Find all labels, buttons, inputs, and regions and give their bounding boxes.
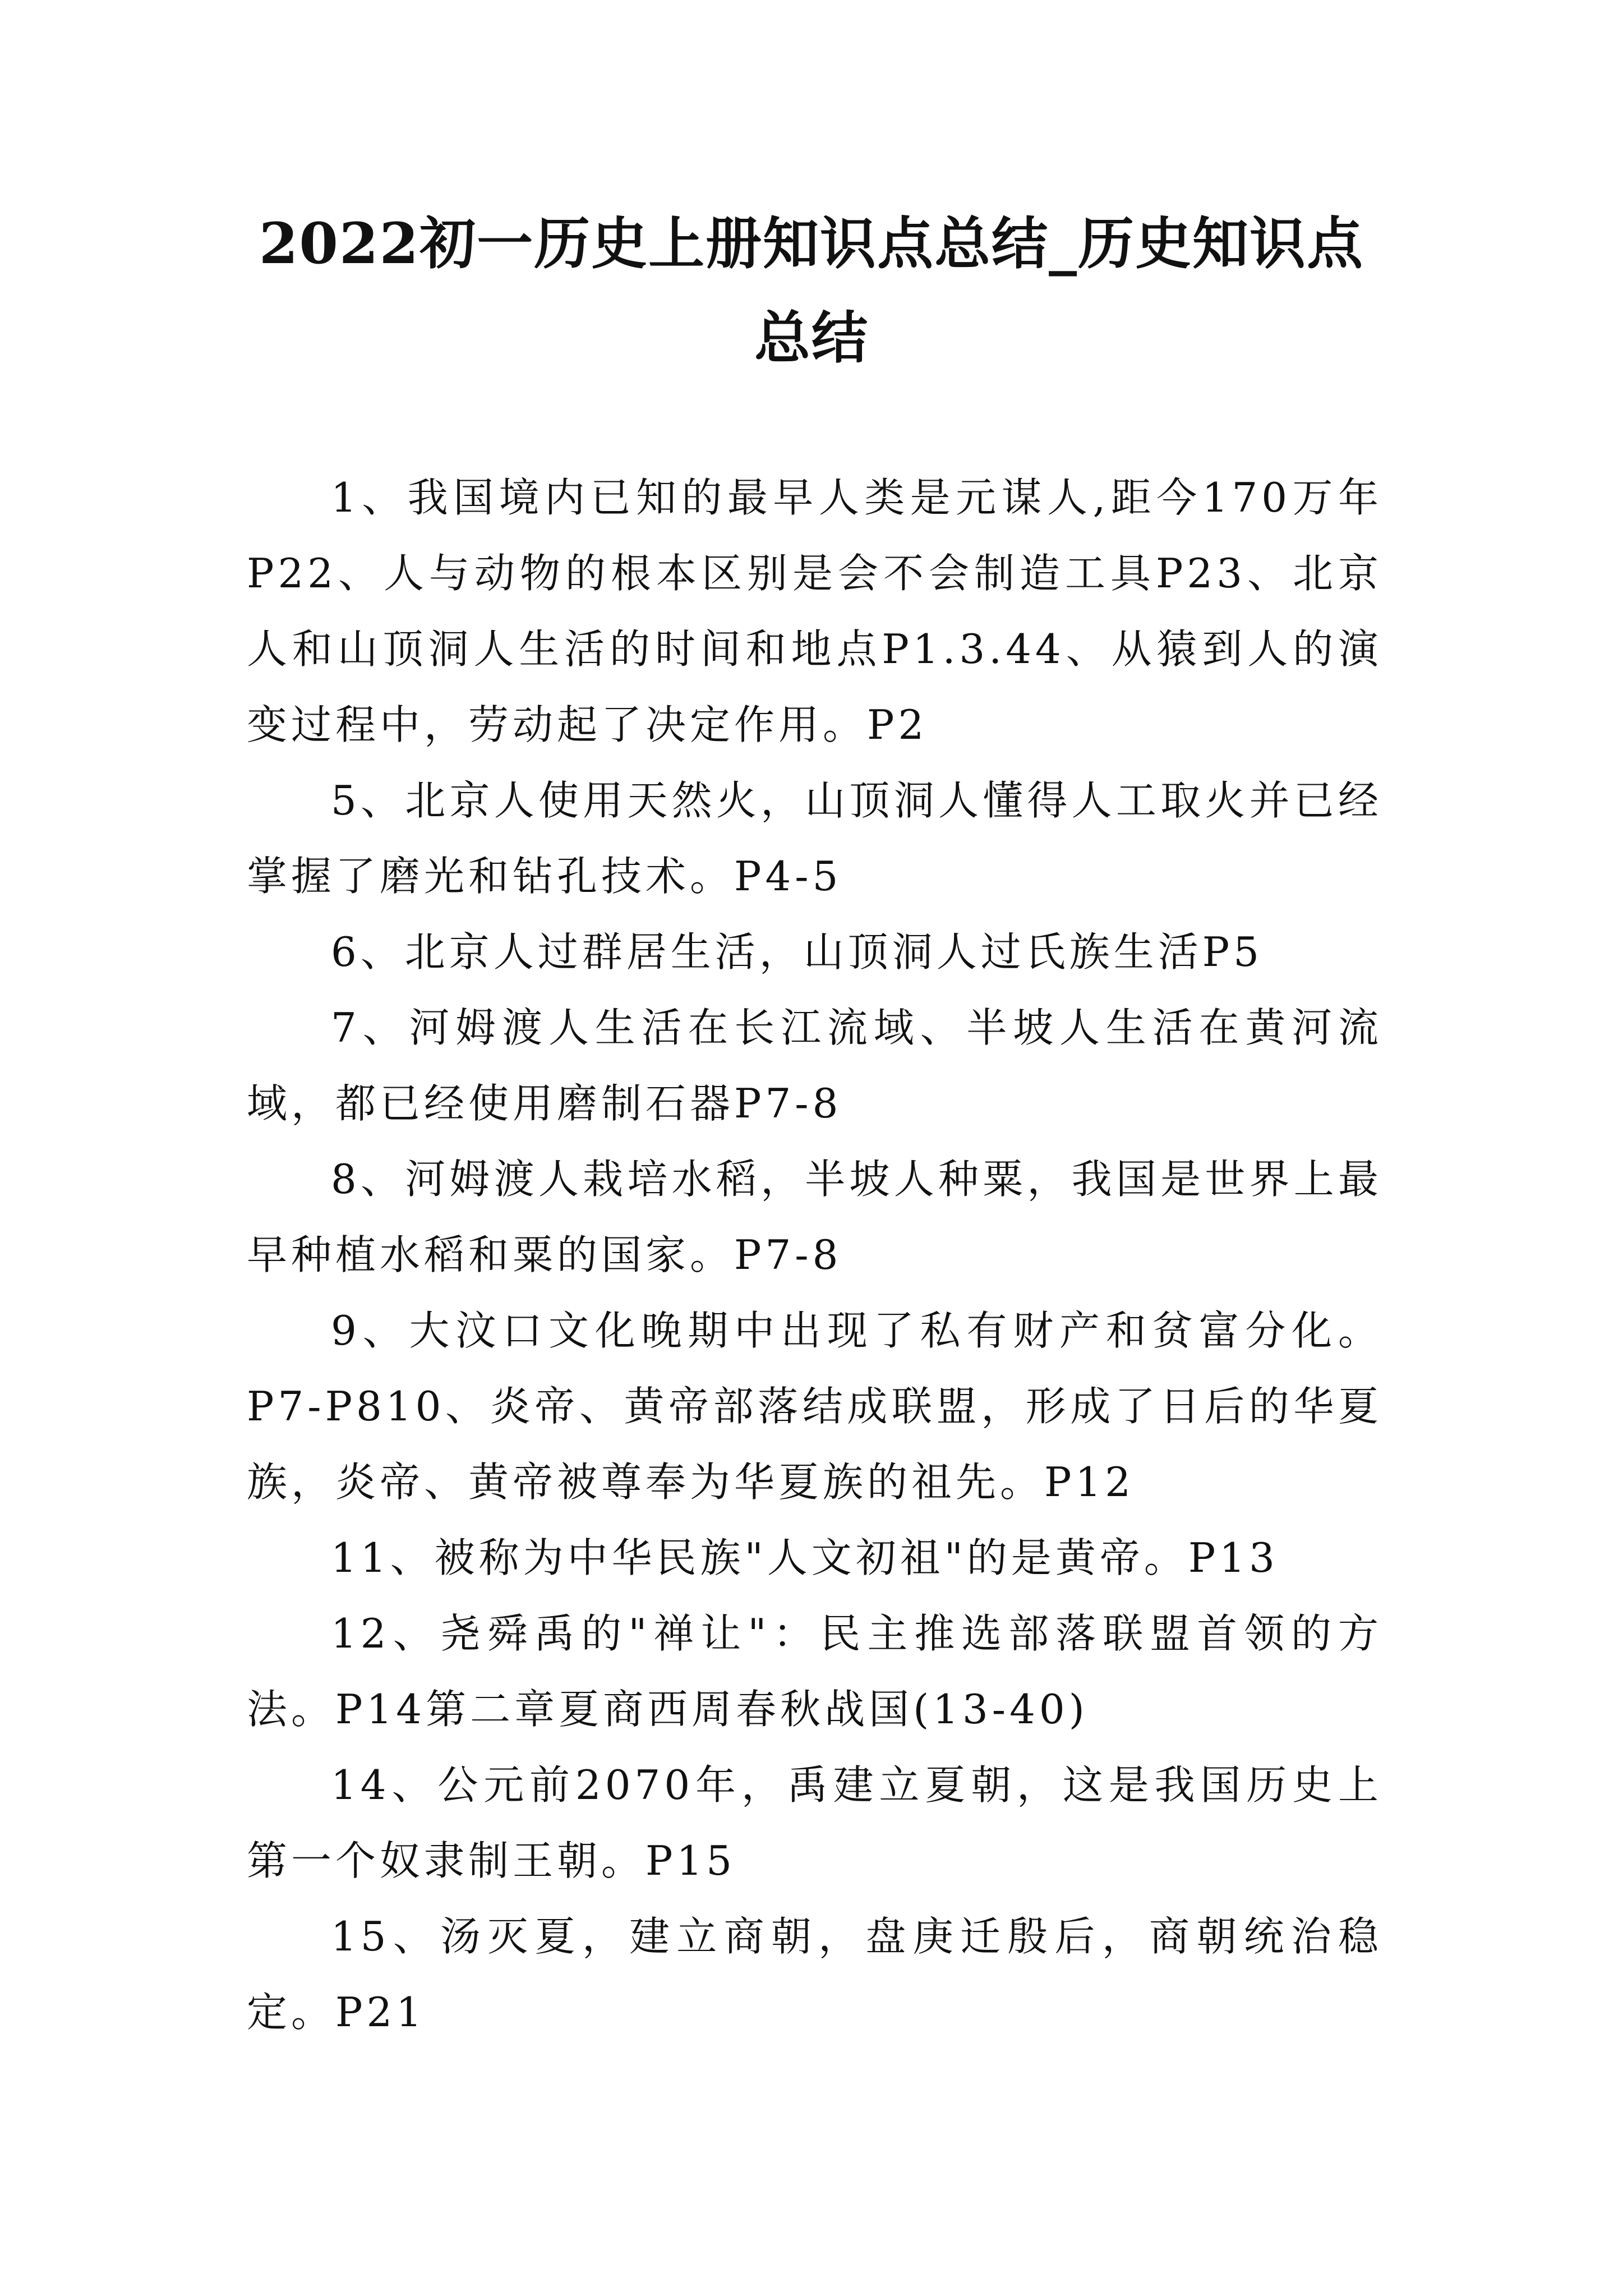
paragraph-9: 14、公元前2070年，禹建立夏朝，这是我国历史上第一个奴隶制王朝。P15 [247,1761,1382,1884]
paragraph-1: 1、我国境内已知的最早人类是元谋人,距今170万年P22、人与动物的根本区别是会不会制造工具P23、北京人和山顶洞人生活的时间和地点P1.3.44、从猿到人的演变过程中，劳动起了决定作用。P2 [247,474,1382,748]
paragraph-4: 7、河姆渡人生活在长江流域、半坡人生活在黄河流域，都已经使用磨制石器P7-8 [247,1004,1382,1127]
paragraph-3: 6、北京人过群居生活，山顶洞人过氏族生活P5 [331,928,1264,976]
paragraph-5: 8、河姆渡人栽培水稻，半坡人种粟，我国是世界上最早种植水稻和粟的国家。P7-8 [247,1156,1382,1278]
paragraph-6: 9、大汶口文化晚期中出现了私有财产和贫富分化。P7-P810、炎帝、黄帝部落结成联盟，形成了日后的华夏族，炎帝、黄帝被尊奉为华夏族的祖先。P12 [247,1307,1382,1506]
document-title: 2022初一历史上册知识点总结_历史知识点总结 [259,210,1364,371]
paragraph-7: 11、被称为中华民族"人文初祖"的是黄帝。P13 [331,1534,1279,1581]
paragraph-10: 15、汤灭夏，建立商朝，盘庚迁殷后，商朝统治稳定。P21 [247,1913,1382,2036]
paragraph-2: 5、北京人使用天然火，山顶洞人懂得人工取火并已经掌握了磨光和钻孔技术。P4-5 [247,777,1382,900]
document-body [247,460,1382,2050]
paragraph-8: 12、尧舜禹的"禅让"：民主推选部落联盟首领的方法。P14第二章夏商西周春秋战国(13-40) [247,1610,1382,1733]
